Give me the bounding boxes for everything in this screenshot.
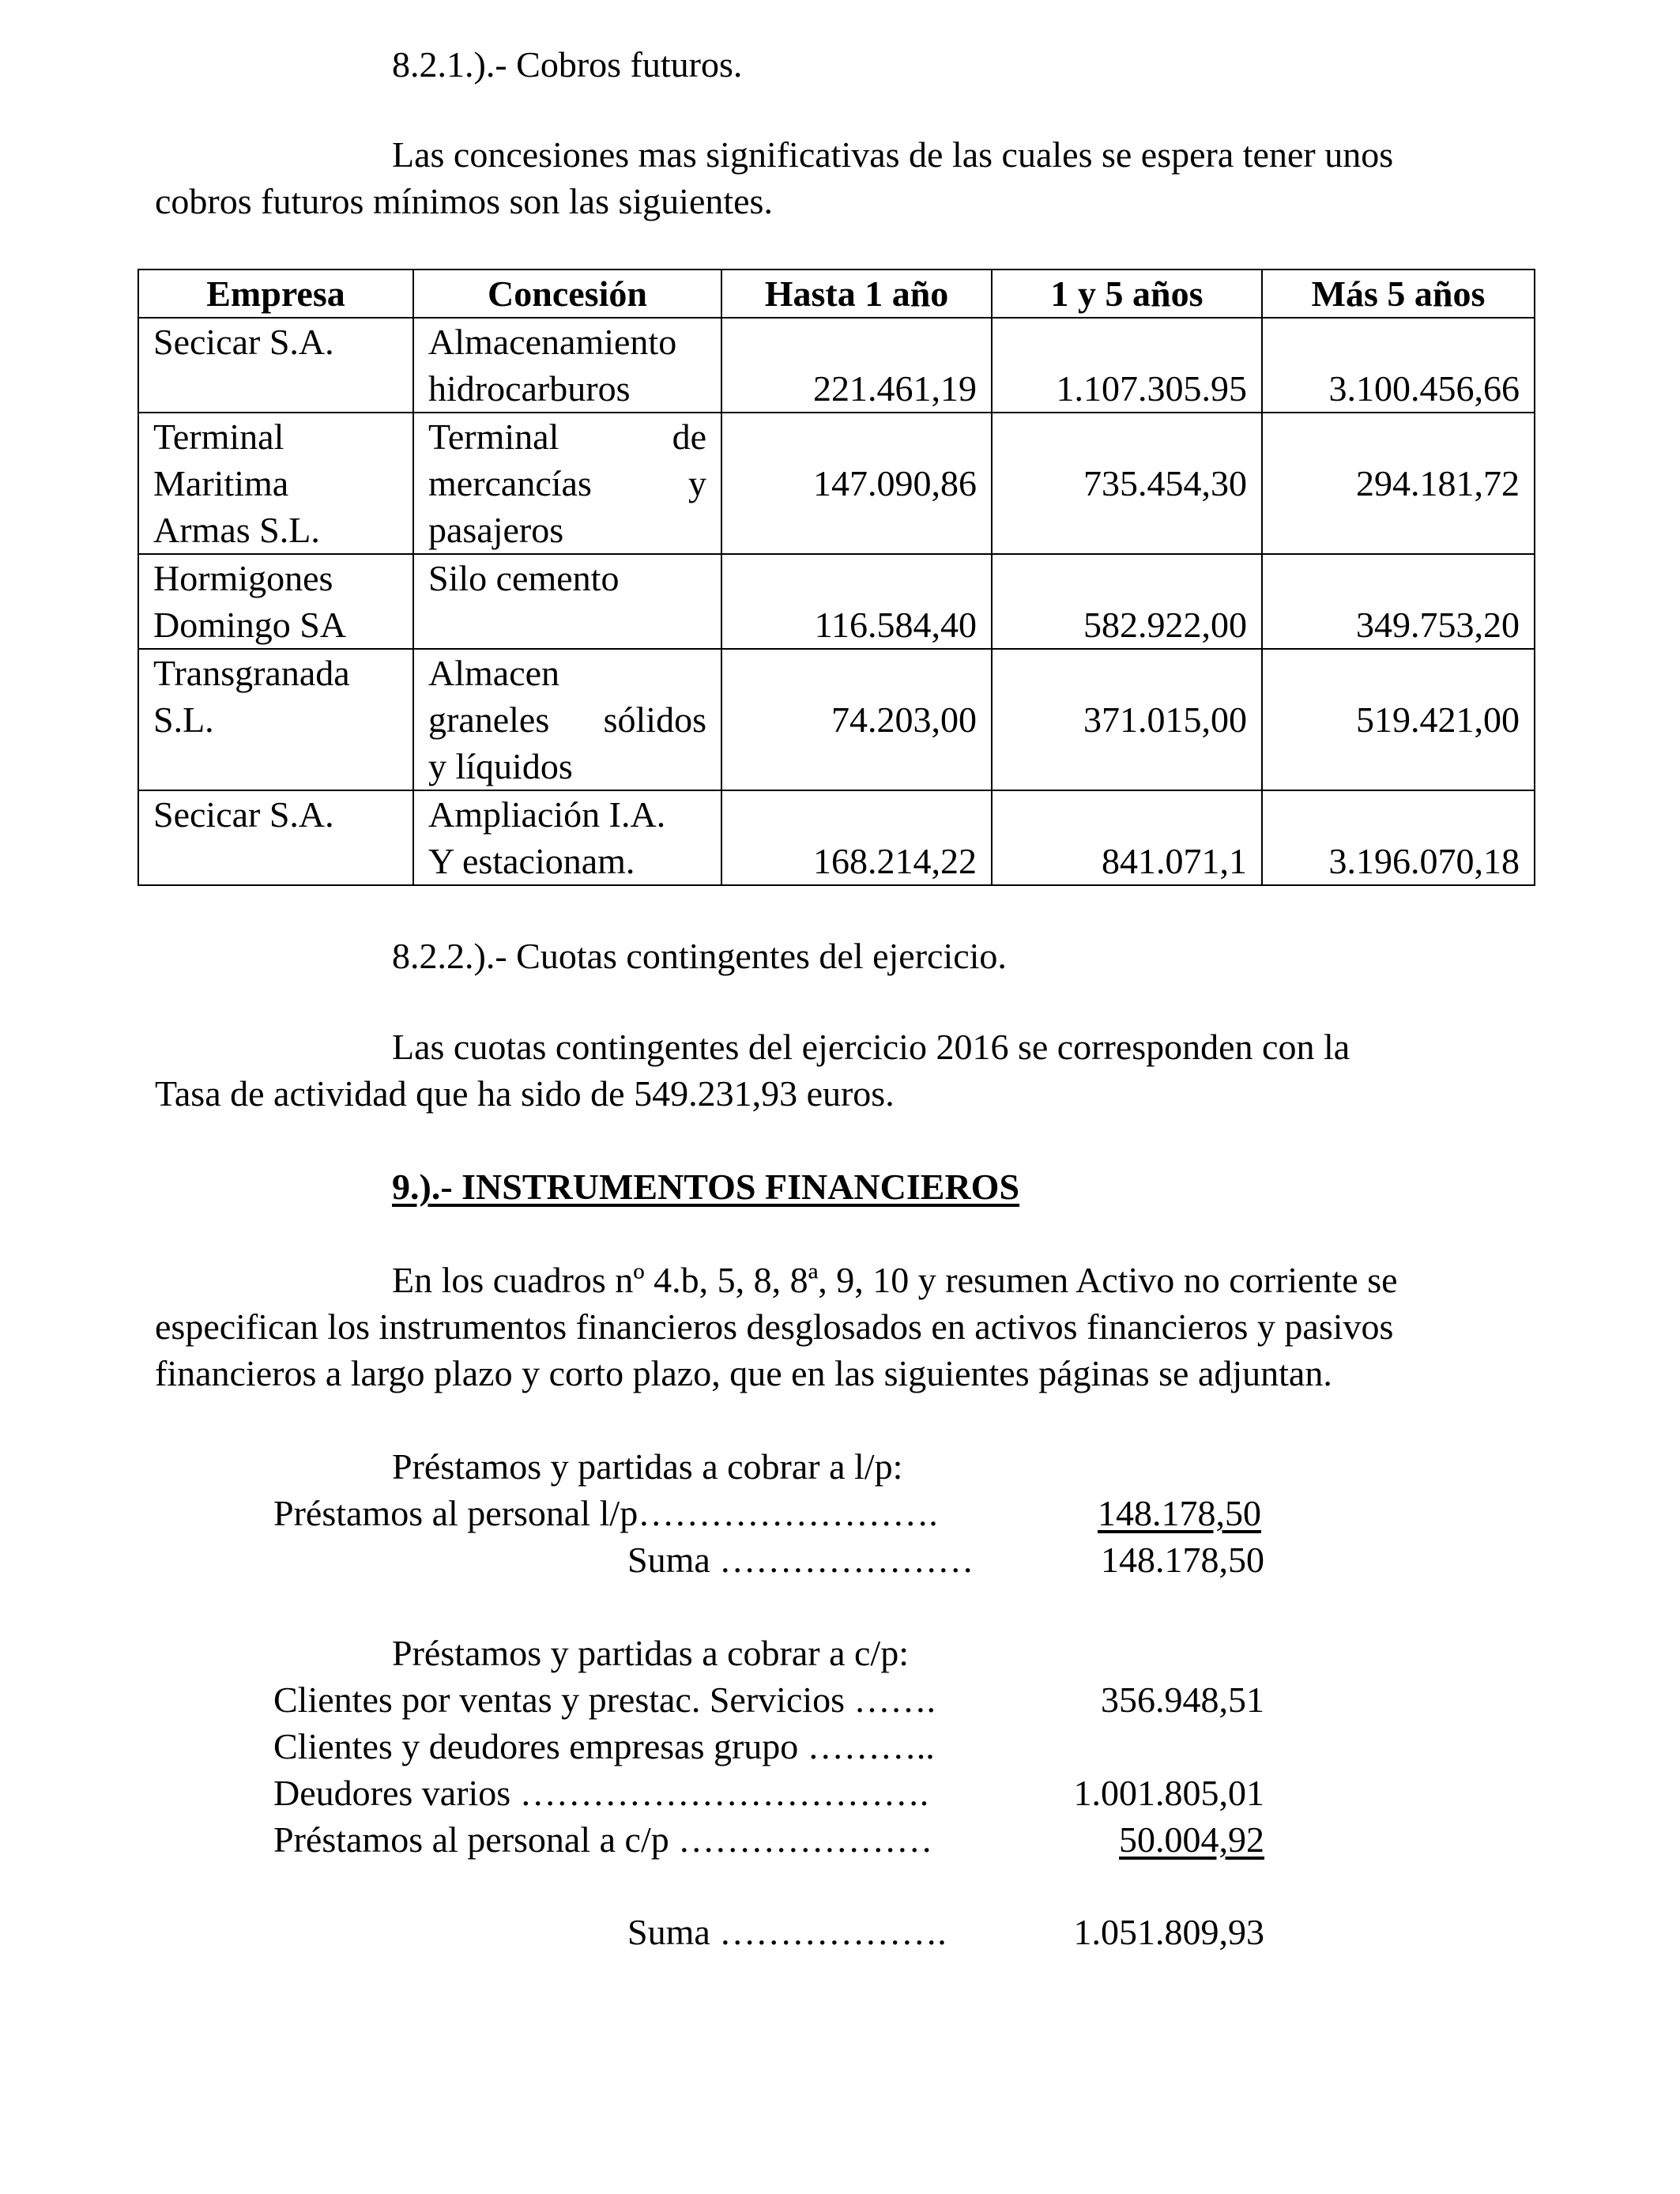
mas-5-cell: 3.100.456,66 — [1262, 318, 1535, 413]
lp-item-value: 148.178,50 — [1098, 1493, 1261, 1533]
table-row — [138, 318, 1535, 413]
uno-cinco-cell: 1.107.305.95 — [992, 318, 1262, 413]
uno-cinco-cell: 582.922,00 — [992, 554, 1262, 649]
column-header: Empresa — [138, 270, 413, 318]
cp-title: Préstamos y partidas a cobrar a c/p: — [392, 1633, 909, 1673]
mas-5-cell: 3.196.070,18 — [1262, 790, 1535, 885]
column-header: Hasta 1 año — [721, 270, 992, 318]
hasta-1-cell: 74.203,00 — [721, 649, 992, 790]
empresa-cell: Secicar S.A. — [138, 318, 413, 413]
hasta-1-cell: 221.461,19 — [721, 318, 992, 413]
lp-title: Préstamos y partidas a cobrar a l/p: — [392, 1446, 903, 1487]
table-header-row — [138, 270, 1535, 318]
section-heading-8-2-2: 8.2.2.).- Cuotas contingentes del ejercicio. — [392, 936, 1007, 976]
column-header: 1 y 5 años — [992, 270, 1262, 318]
section-heading-8-2-1: 8.2.1.).- Cobros futuros. — [392, 44, 743, 85]
hasta-1-cell: 147.090,86 — [721, 413, 992, 554]
paragraph-8-2-2 — [155, 1023, 1514, 1117]
table-row — [138, 554, 1535, 649]
mas-5-cell: 294.181,72 — [1262, 413, 1535, 554]
uno-cinco-cell: 371.015,00 — [992, 649, 1262, 790]
lp-sum-value: 148.178,50 — [1101, 1540, 1264, 1580]
cp-item-value: 356.948,51 — [1101, 1679, 1264, 1720]
hasta-1-cell: 116.584,40 — [721, 554, 992, 649]
cp-item-label: Préstamos al personal a c/p ………………… — [273, 1819, 933, 1860]
paragraph-line: especifican los instrumentos financieros desglosados en activos financieros y pasivos — [155, 1306, 1394, 1347]
empresa-cell: Secicar S.A. — [138, 790, 413, 885]
cp-sum-label: Suma ………………. — [627, 1912, 947, 1952]
lp-sum-label: Suma ………………… — [627, 1540, 974, 1580]
cp-item-label: Clientes por ventas y prestac. Servicios ……. — [273, 1679, 936, 1720]
empresa-cell: Terminal Maritima Armas S.L. — [138, 413, 413, 554]
cp-item-value: 50.004,92 — [1119, 1819, 1264, 1860]
cp-item-label: Deudores varios ……………………………. — [273, 1773, 929, 1813]
paragraph-8-2-1 — [155, 131, 1514, 224]
paragraph-line: En los cuadros nº 4.b, 5, 8, 8ª, 9, 10 y resumen Activo no corriente se — [392, 1260, 1398, 1300]
paragraph-9 — [155, 1257, 1514, 1397]
uno-cinco-cell: 735.454,30 — [992, 413, 1262, 554]
table-row — [138, 413, 1535, 554]
concesion-cell: Almacen graneles sólidos y líquidos — [413, 649, 721, 790]
cp-item-label: Clientes y deudores empresas grupo ……….. — [273, 1726, 935, 1766]
paragraph-line: Las concesiones mas significativas de las cuales se espera tener unos — [392, 134, 1394, 175]
concesion-cell: Silo cemento — [413, 554, 721, 649]
empresa-cell: Transgranada S.L. — [138, 649, 413, 790]
paragraph-line: financieros a largo plazo y corto plazo, que en las siguientes páginas se adjuntan. — [155, 1353, 1332, 1393]
paragraph-line: Tasa de actividad que ha sido de 549.231,93 euros. — [155, 1073, 895, 1114]
empresa-cell: Hormigones Domingo SA — [138, 554, 413, 649]
concesion-cell: Terminal de mercancías y pasajeros — [413, 413, 721, 554]
section-heading-9: 9.).- INSTRUMENTOS FINANCIEROS — [392, 1167, 1020, 1207]
column-header: Más 5 años — [1262, 270, 1535, 318]
hasta-1-cell: 168.214,22 — [721, 790, 992, 885]
uno-cinco-cell: 841.071,1 — [992, 790, 1262, 885]
paragraph-line: cobros futuros mínimos son las siguientes. — [155, 181, 773, 221]
concesion-cell: Ampliación I.A. Y estacionam. — [413, 790, 721, 885]
table-row — [138, 790, 1535, 885]
paragraph-line: Las cuotas contingentes del ejercicio 2016 se corresponden con la — [392, 1027, 1350, 1067]
cobros-futuros-table — [137, 269, 1535, 886]
mas-5-cell: 519.421,00 — [1262, 649, 1535, 790]
cp-sum-value: 1.051.809,93 — [1073, 1912, 1264, 1952]
table-row — [138, 649, 1535, 790]
mas-5-cell: 349.753,20 — [1262, 554, 1535, 649]
cp-item-value: 1.001.805,01 — [1073, 1773, 1264, 1813]
concesion-cell: Almacenamiento hidrocarburos — [413, 318, 721, 413]
lp-item-label: Préstamos al personal l/p……………………. — [273, 1493, 938, 1533]
column-header: Concesión — [413, 270, 721, 318]
